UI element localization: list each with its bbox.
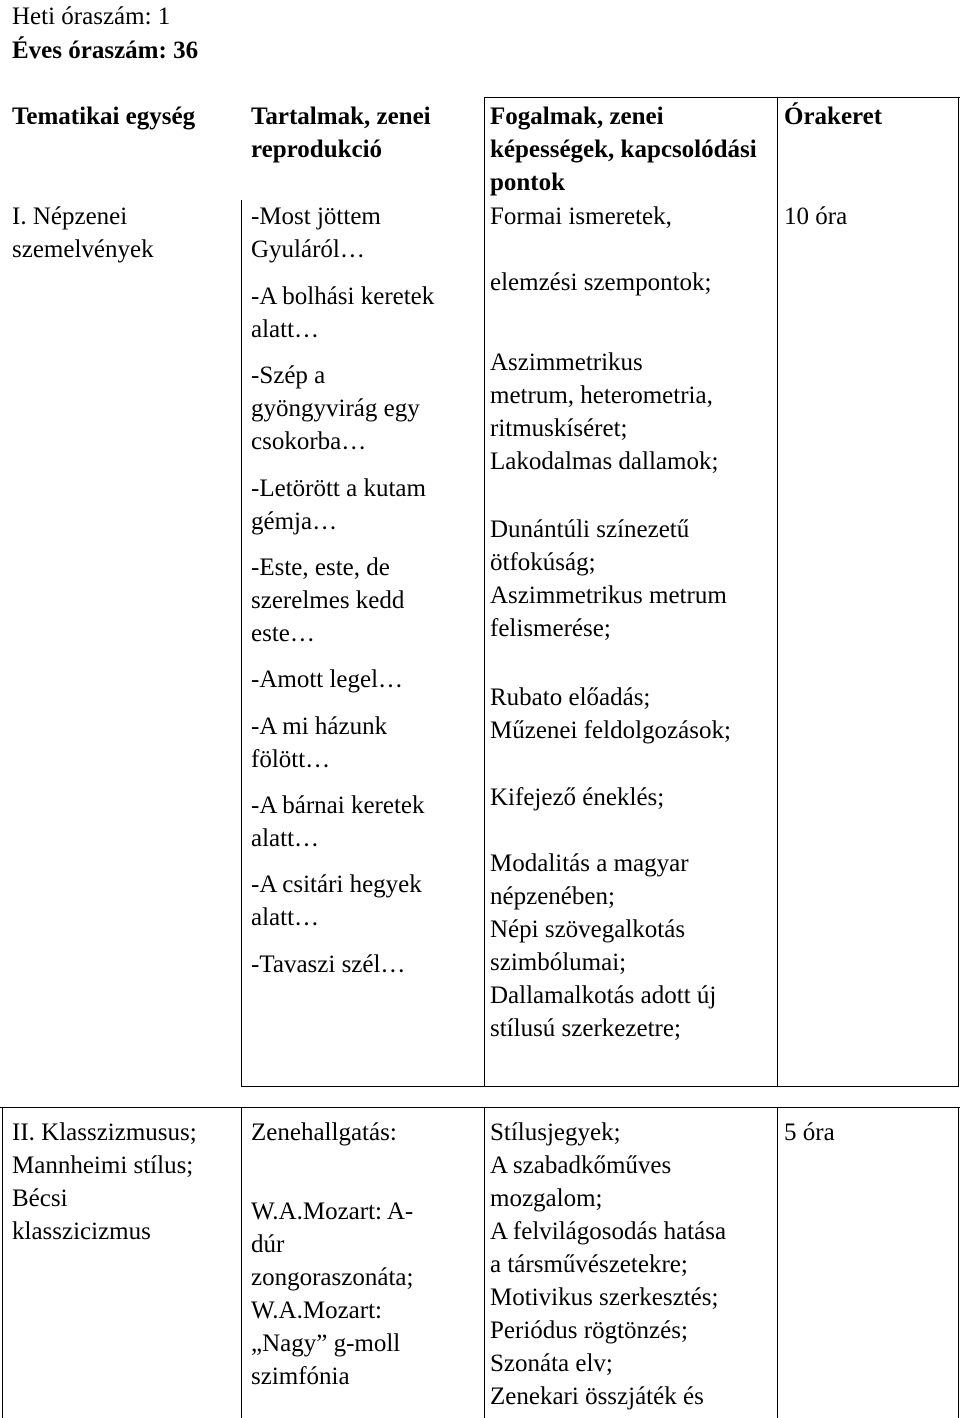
column-divider-3 — [484, 97, 485, 1087]
header-concepts: Fogalmak, zenei képességek, kapcsolódási pontok — [490, 103, 757, 196]
annual-hours: Éves óraszám: 36 — [12, 37, 199, 64]
column-divider-2 — [241, 200, 242, 1087]
table-right-border — [958, 97, 959, 1087]
table-top-border — [484, 97, 960, 98]
row2-divider-4 — [777, 1107, 778, 1418]
header-unit: Tematikai egység — [12, 103, 196, 130]
row2-left-border — [2, 1107, 3, 1418]
row2-unit: II. Klasszizmusus; Mannheimi stílus; Bécsi klasszicizmus — [12, 1119, 197, 1245]
row1-unit: I. Népzenei szemelvények — [12, 203, 154, 263]
row2-divider-2 — [241, 1107, 242, 1418]
row2-top-border — [0, 1107, 960, 1108]
row2-concepts: Stílusjegyek; A szabadkőműves mozgalom; A felvilágosodás hatása a társművészetekre; Motivikus szerkesztés; Periódus rögtönzés; Szonáta elv; Zenekari összjáték és — [490, 1119, 727, 1410]
row2-hours: 5 óra — [784, 1119, 835, 1146]
header-content: Tartalmak, zenei reprodukció — [251, 103, 431, 163]
header-hours: Órakeret — [784, 103, 883, 130]
document-header — [12, 0, 198, 68]
row2-divider-3 — [484, 1107, 485, 1418]
weekly-hours: Heti óraszám: 1 — [12, 3, 171, 30]
column-divider-4 — [777, 97, 778, 1087]
row-divider — [241, 1086, 959, 1087]
row2-right-border — [958, 1107, 959, 1418]
row1-hours: 10 óra — [784, 203, 848, 230]
